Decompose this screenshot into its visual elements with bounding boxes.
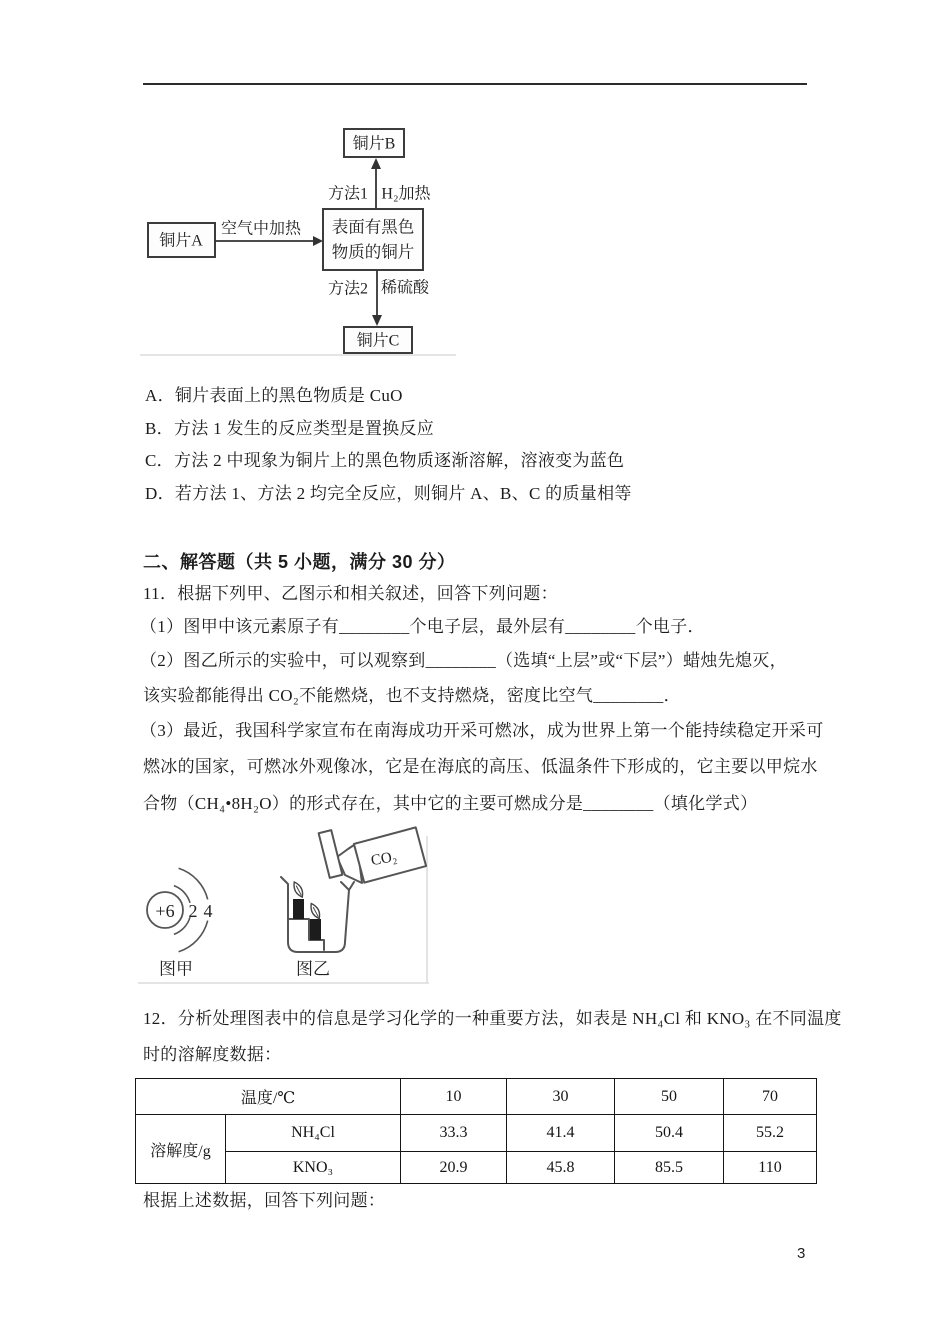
center-box-line1: 表面有黑色 bbox=[331, 217, 415, 237]
arrow-down-head bbox=[372, 315, 382, 326]
option-b: B．方法 1 发生的反应类型是置换反应 bbox=[145, 419, 435, 438]
method1-label: 方法1 bbox=[327, 185, 369, 203]
flame-icon bbox=[291, 881, 305, 899]
table-cell: 20.9 bbox=[401, 1152, 507, 1184]
tall-candle bbox=[293, 899, 304, 919]
copper-b-label: 铜片B bbox=[352, 135, 396, 153]
short-candle bbox=[310, 919, 321, 940]
heat-in-air-label: 空气中加热 bbox=[220, 220, 302, 238]
method1-reagent-label: H₂加热 bbox=[381, 185, 431, 203]
header-rule bbox=[143, 83, 807, 85]
q11-part3-line2: 燃冰的国家，可燃冰外观像冰，它是在海底的高压、低温条件下形成的，它主要以甲烷水 bbox=[143, 757, 818, 776]
temp-header-cell: 温度/℃ bbox=[136, 1079, 401, 1115]
group-label-cell: 溶解度/g bbox=[136, 1115, 226, 1184]
table-cell: 50.4 bbox=[615, 1115, 724, 1152]
q11-part3-line1: （3）最近，我国科学家宣布在南海成功开采可燃冰，成为世界上第一个能持续稳定开采可 bbox=[140, 721, 824, 740]
outer-shell-arc bbox=[179, 921, 208, 952]
table-cell: 110 bbox=[724, 1152, 817, 1184]
inner-shell-count: 2 bbox=[188, 901, 198, 921]
table-cell: 10 bbox=[401, 1079, 507, 1115]
gas-jar-label: CO₂ bbox=[369, 848, 399, 870]
table-cell: 85.5 bbox=[615, 1152, 724, 1184]
candle-experiment bbox=[281, 827, 426, 978]
outer-shell-count: 4 bbox=[203, 901, 213, 921]
q11-stem: 11．根据下列甲、乙图示和相关叙述，回答下列问题： bbox=[143, 584, 558, 603]
solubility-table bbox=[135, 1078, 817, 1184]
table-cell: 55.2 bbox=[724, 1115, 817, 1152]
table-cell: 70 bbox=[724, 1079, 817, 1115]
table-cell: 33.3 bbox=[401, 1115, 507, 1152]
outer-shell-arc bbox=[179, 868, 208, 899]
section-heading: 二、解答题（共 5 小题，满分 30 分） bbox=[143, 552, 456, 572]
option-a: A．铜片表面上的黑色物质是 CuO bbox=[145, 386, 403, 405]
table-row-nh4cl bbox=[136, 1115, 817, 1152]
arrow-right-head bbox=[313, 236, 323, 246]
experiment-figure bbox=[138, 826, 438, 986]
option-d: D．若方法 1、方法 2 均完全反应，则铜片 A、B、C 的质量相等 bbox=[145, 484, 632, 503]
table-cell: 41.4 bbox=[507, 1115, 615, 1152]
figure-jia-caption: 图甲 bbox=[159, 959, 193, 979]
table-cell: 30 bbox=[507, 1079, 615, 1115]
nucleus-charge: +6 bbox=[155, 901, 175, 921]
gas-jar bbox=[337, 827, 426, 883]
copper-c-label: 铜片C bbox=[356, 332, 400, 350]
glass-cover-plate bbox=[319, 830, 343, 878]
substance-cell: NH₄Cl bbox=[226, 1115, 401, 1152]
q12-stem-line2: 时的溶解度数据： bbox=[143, 1045, 282, 1064]
after-table-note: 根据上述数据，回答下列问题： bbox=[143, 1191, 386, 1210]
table-cell: 50 bbox=[615, 1079, 724, 1115]
arrow-up-head bbox=[371, 158, 381, 169]
table-cell: 45.8 bbox=[507, 1152, 615, 1184]
center-box-line2: 物质的铜片 bbox=[331, 242, 415, 262]
method2-label: 方法2 bbox=[327, 280, 369, 298]
q11-part2-line1: （2）图乙所示的实验中，可以观察到________（选填“上层”或“下层”）蜡烛先熄灭， bbox=[140, 651, 787, 670]
q11-part3-line3: 合物（CH₄•8H₂O）的形式存在，其中它的主要可燃成分是________（填化学式） bbox=[143, 794, 758, 813]
figure-yi-caption: 图乙 bbox=[296, 959, 330, 979]
q12-stem-line1: 12．分析处理图表中的信息是学习化学的一种重要方法，如表是 NH₄Cl 和 KNO₃ 在不同温度 bbox=[143, 1009, 842, 1028]
table-row-kno3 bbox=[136, 1152, 817, 1184]
atom-diagram bbox=[147, 868, 213, 978]
q11-part1: （1）图甲中该元素原子有________个电子层，最外层有________个电子． bbox=[140, 617, 705, 636]
substance-cell: KNO₃ bbox=[226, 1152, 401, 1184]
page-number: 3 bbox=[797, 1245, 806, 1262]
table-row-temps bbox=[136, 1079, 817, 1115]
beaker-spout-notch bbox=[341, 882, 354, 890]
method2-reagent-label: 稀硫酸 bbox=[380, 279, 430, 297]
copper-flowchart-figure bbox=[138, 118, 458, 363]
option-c: C．方法 2 中现象为铜片上的黑色物质逐渐溶解，溶液变为蓝色 bbox=[145, 451, 625, 470]
copper-a-label: 铜片A bbox=[159, 232, 203, 250]
q11-part2-line2: 该实验都能得出 CO₂不能燃烧，也不支持燃烧，密度比空气________． bbox=[143, 686, 681, 705]
flame-icon bbox=[308, 902, 322, 920]
